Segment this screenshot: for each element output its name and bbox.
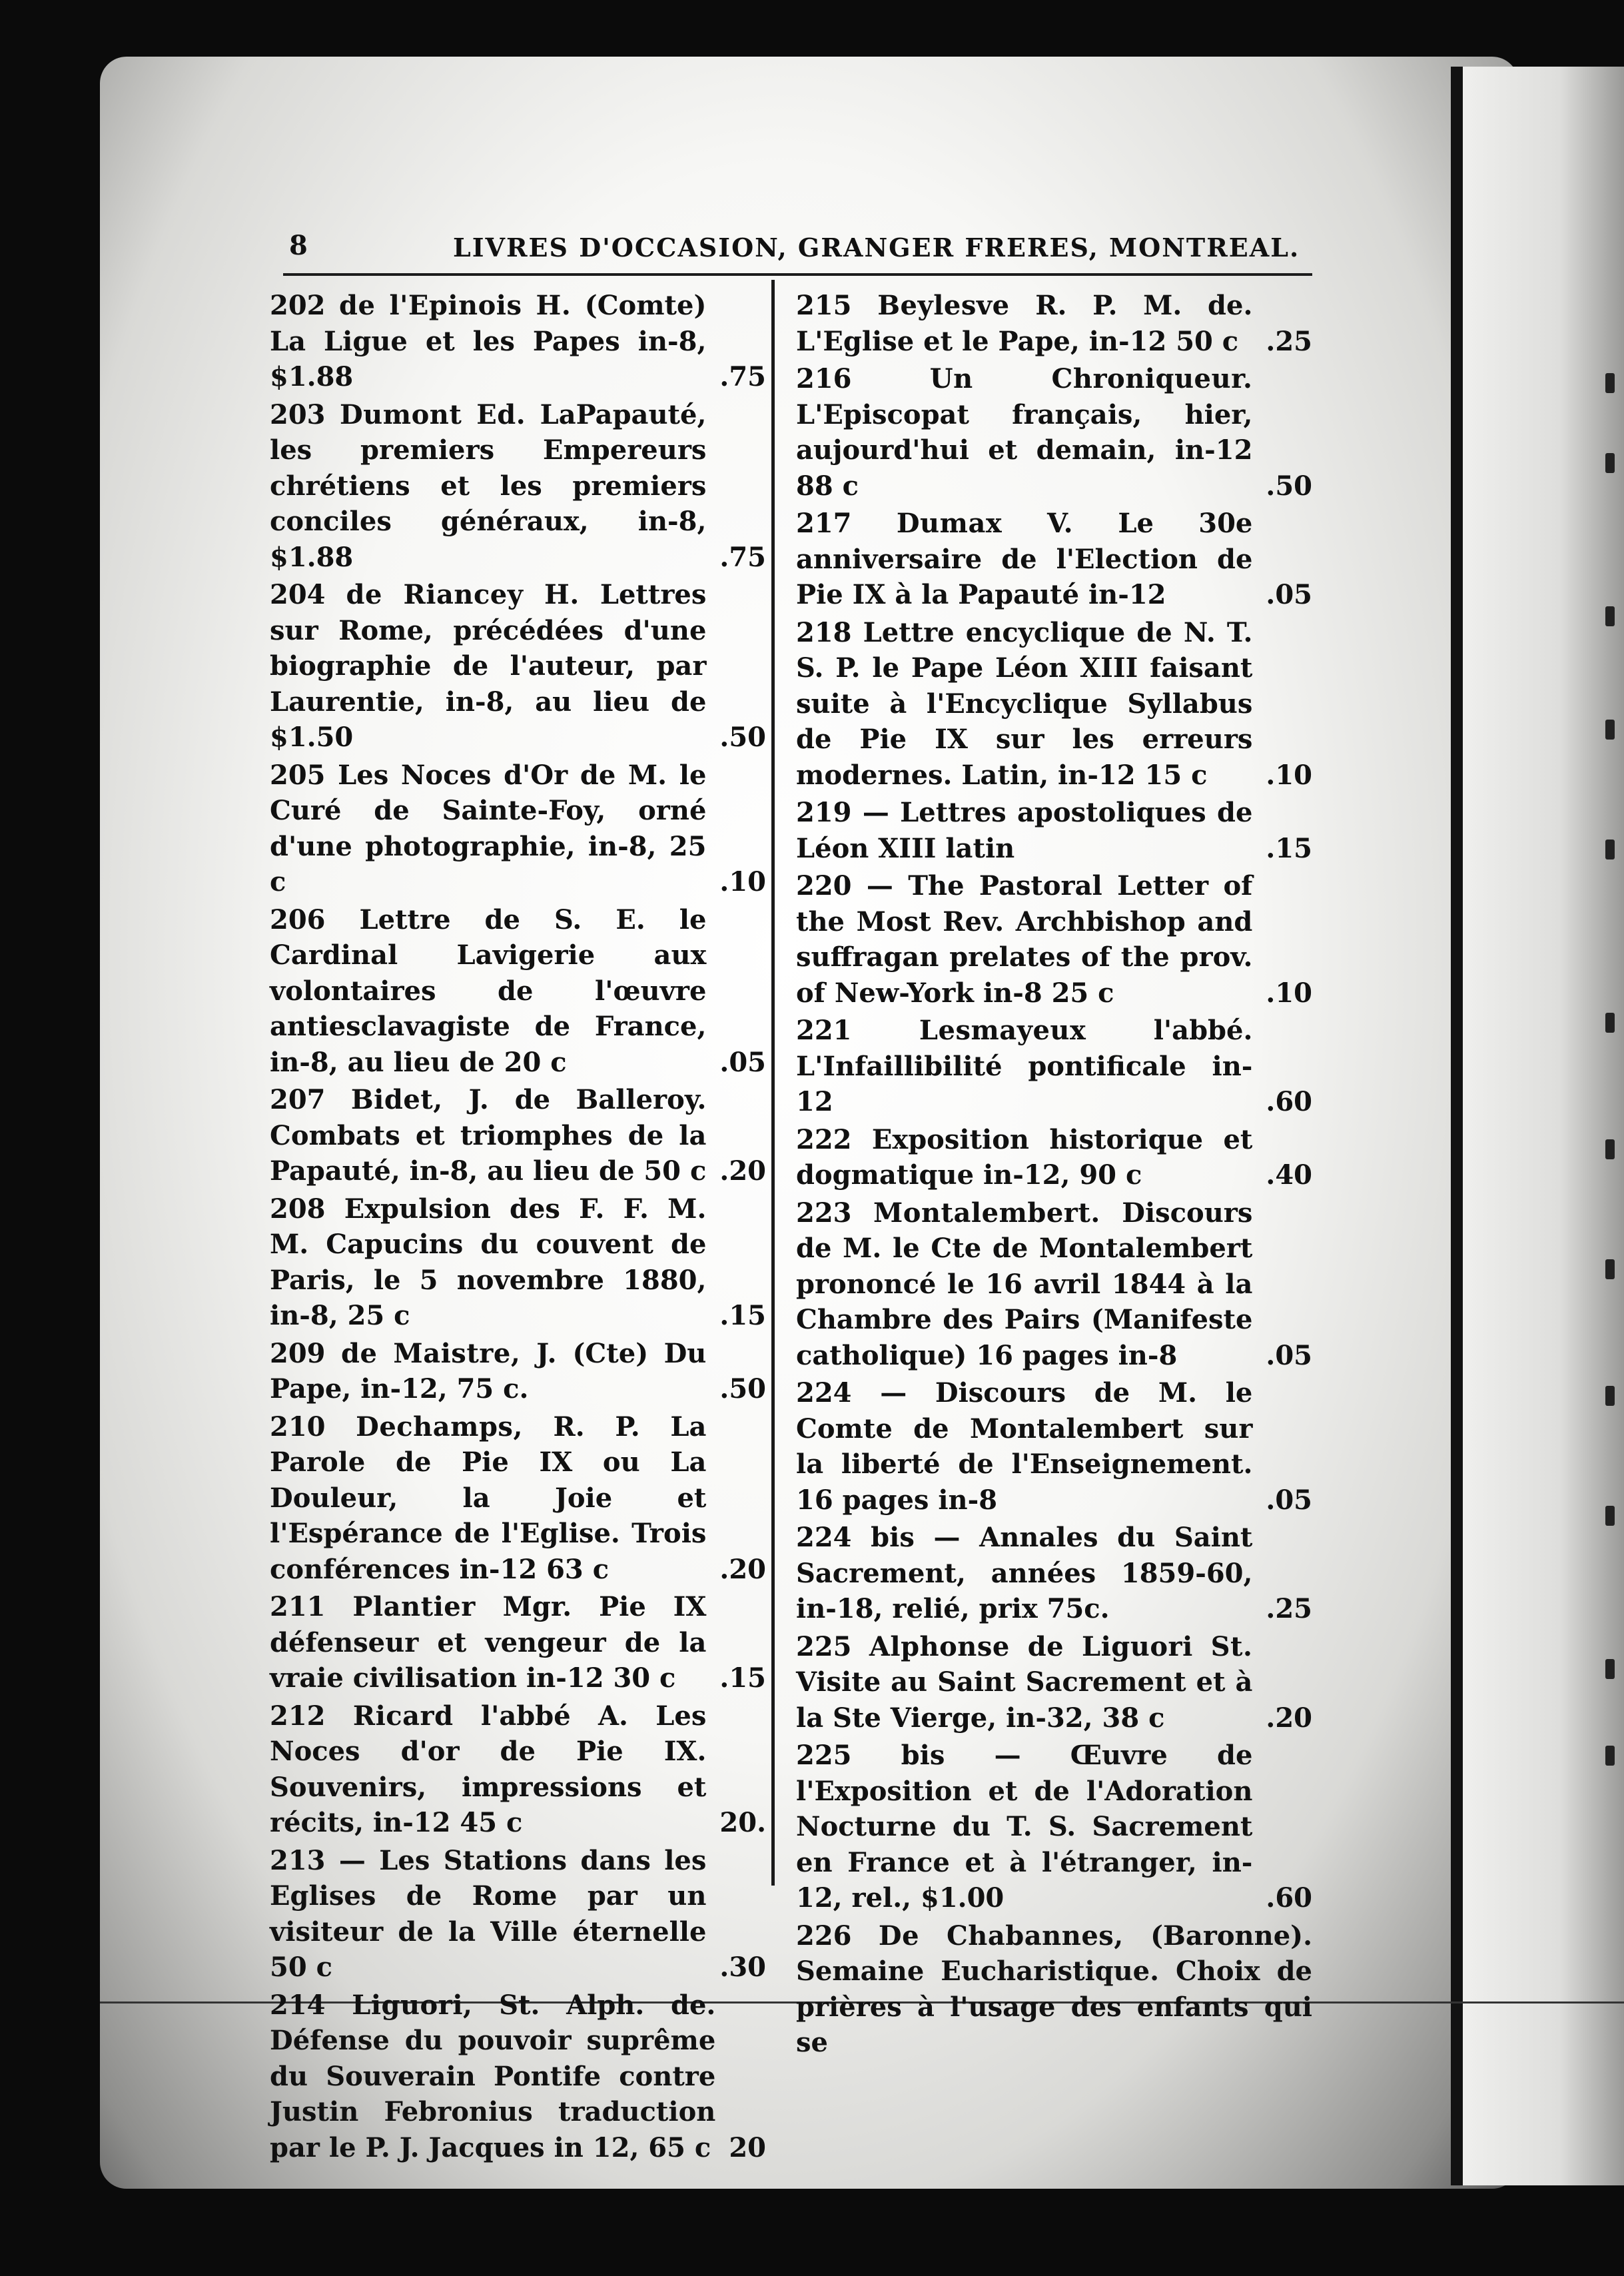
entry-price: .20 [719, 1155, 766, 1187]
entry-price: 20 [729, 2131, 766, 2163]
catalog-entry [796, 1629, 1312, 1736]
entry-text-block [796, 1195, 1252, 1374]
entry-text-block [796, 868, 1252, 1011]
entry-text-block [796, 1013, 1252, 1120]
entry-number: 224 [796, 1377, 852, 1409]
entry-description: — Discours de M. le Comte de Montalembert sur la liberté de l'Enseignement. 16 pages in-8 [796, 1377, 1253, 1516]
catalog-entry [270, 1988, 766, 2166]
entry-text-block [270, 1409, 706, 1588]
entry-price: .05 [719, 1046, 766, 1078]
entry-body [270, 902, 766, 1081]
entry-number: 225 bis [796, 1740, 945, 1771]
catalog-entry [270, 1191, 766, 1334]
entry-description: Mgr. Pie IX défenseur et vengeur de la vraie civilisation in-12 30 c [270, 1591, 707, 1694]
entry-description: LaPapauté, les premiers Empereurs chrétiens et les premiers conciles généraux, in-8, $1.88 [270, 398, 707, 573]
entry-price: .10 [1266, 759, 1312, 791]
entry-body [270, 577, 766, 756]
entry-description: Discours de M. le Cte de Montalembert prononcé le 16 avril 1844 à la Chambre des Pairs (Manifeste catholique) 16 pages in-8 [796, 1197, 1253, 1371]
entry-body [270, 758, 766, 900]
catalog-entry [796, 1918, 1312, 2061]
entry-description: Exposition historique et dogmatique in-12, 90 c [796, 1123, 1253, 1191]
entry-body [270, 1082, 766, 1189]
catalog-entry [796, 1122, 1312, 1193]
entry-number: 209 [270, 1337, 326, 1369]
entry-body [796, 1520, 1312, 1627]
entry-author: Dumont Ed. [339, 398, 526, 430]
entry-number: 221 [796, 1015, 852, 1046]
entry-description: Lettre encyclique de N. T. S. P. le Pape Léon XIII faisant suite à l'Encyclique Syllabus de Pie IX sur les erreurs modernes. Latin, in-12 15 c [796, 616, 1253, 791]
entry-text-block [270, 1191, 706, 1334]
catalog-entry [270, 1336, 766, 1407]
catalog-entry [796, 868, 1312, 1011]
entry-author: Plantier [352, 1591, 476, 1622]
catalog-entry [796, 1738, 1312, 1916]
entry-price: .30 [719, 1952, 766, 1983]
entry-price: .50 [719, 1373, 766, 1405]
entry-price: .75 [719, 361, 766, 392]
entry-body [270, 1336, 766, 1407]
entry-description: — The Pastoral Letter of the Most Rev. Archbishop and suffragan prelates of the prov. of New-York in-8 25 c [796, 870, 1253, 1009]
entry-number: 204 [270, 579, 326, 610]
entry-number: 223 [796, 1197, 852, 1229]
entry-description: de Balleroy. Combats et triomphes de la Papauté, in-8, au lieu de 50 c [270, 1084, 707, 1187]
catalog-entry [270, 577, 766, 756]
entry-body [270, 1843, 766, 1986]
entry-body [796, 1738, 1312, 1916]
entry-author: Dechamps, [356, 1411, 523, 1442]
entry-description: l'abbé. L'Infaillibilité pontificale in-12 [796, 1015, 1253, 1117]
entry-text-block [270, 1589, 706, 1696]
entry-body [796, 1918, 1312, 2061]
entry-body [270, 1191, 766, 1334]
entry-text-block [270, 1698, 706, 1841]
page-header [280, 230, 1319, 270]
entry-text-block [796, 615, 1252, 794]
entry-description: L'Episcopat français, hier, aujourd'hui et demain, in-12 88 c [796, 398, 1253, 502]
entry-body [270, 1988, 766, 2166]
entry-description: Visite au Saint Sacrement et à la Ste Vierge, in-32, 38 c [796, 1666, 1253, 1734]
entry-description: R. P. M. de. L'Eglise et le Pape, in-12 50 c [796, 290, 1253, 357]
entry-price: .60 [1266, 1882, 1312, 1914]
entry-number: 212 [270, 1700, 326, 1732]
entry-author: Ricard [352, 1700, 454, 1732]
entry-price: .20 [719, 1553, 766, 1585]
entry-text-block [270, 577, 706, 756]
entry-author: De Chabannes, [878, 1920, 1124, 1952]
entry-body [796, 868, 1312, 1011]
entry-price: 20. [719, 1807, 766, 1838]
entry-body [796, 1629, 1312, 1736]
catalog-entry [796, 1195, 1312, 1374]
entry-text-block [796, 506, 1252, 613]
entry-price: .05 [1266, 1339, 1312, 1371]
entry-body [270, 1409, 766, 1588]
entry-price: .25 [1266, 1593, 1312, 1624]
entry-number: 220 [796, 870, 852, 901]
entry-description: St. Alph. de. Défense du pouvoir suprême du Souverain Pontife contre Justin Febronius traduction par le P. J. Jacques in 12, 65 c [270, 1989, 716, 2163]
entry-body [796, 361, 1312, 504]
entry-body [270, 288, 766, 395]
entry-author: de Maistre, J. [341, 1337, 557, 1369]
column-divider [771, 280, 775, 1886]
entry-body [796, 1195, 1312, 1374]
catalog-entry [270, 1843, 766, 1986]
entry-number: 202 [270, 290, 326, 321]
entry-text-block [270, 1336, 706, 1407]
entry-price: .05 [1266, 1484, 1312, 1516]
entry-description: (Cte) Du Pape, in-12, 75 c. [270, 1337, 707, 1405]
catalog-entry [796, 795, 1312, 866]
entry-author: Dumax V. [896, 508, 1074, 539]
entry-number: 218 [796, 616, 852, 648]
entry-author: de Riancey H. [346, 579, 580, 610]
entry-number: 222 [796, 1123, 852, 1155]
entry-description: Expulsion des F. F. M. M. Capucins du couvent de Paris, le 5 novembre 1880, in-8, 25 c [270, 1193, 707, 1331]
entry-number: 213 [270, 1844, 326, 1876]
entry-description: l'abbé A. Les Noces d'or de Pie IX. Souvenirs, impressions et récits, in-12 45 c [270, 1700, 707, 1838]
catalog-entry [796, 288, 1312, 359]
entry-price: .40 [1266, 1159, 1312, 1191]
catalog-entry [796, 361, 1312, 504]
catalog-entry [796, 615, 1312, 794]
entry-author: Beylesve [877, 290, 1010, 321]
entry-text-block [796, 361, 1252, 504]
catalog-entry [270, 758, 766, 900]
entry-price: .75 [719, 541, 766, 573]
catalog-entry [270, 288, 766, 395]
entry-text-block [796, 1520, 1252, 1627]
catalog-entry [796, 1375, 1312, 1518]
entry-number: 224 bis [796, 1522, 915, 1553]
entry-number: 225 [796, 1630, 852, 1662]
entry-text-block [270, 1988, 715, 2166]
entry-price: .05 [1266, 579, 1312, 610]
entry-description: — Les Stations dans les Eglises de Rome par un visiteur de la Ville éternelle 50 c [270, 1844, 707, 1983]
entry-number: 207 [270, 1084, 326, 1115]
entry-author: Un Chroniqueur. [929, 363, 1253, 394]
entry-number: 215 [796, 290, 852, 321]
entry-description: Les Noces d'Or de M. le Curé de Sainte-Foy, orné d'une photographie, in-8, 25 c [270, 759, 707, 897]
entry-body [796, 506, 1312, 613]
entry-price: .10 [719, 866, 766, 897]
entry-body [796, 795, 1312, 866]
entry-author: de l'Epinois H. [339, 290, 572, 321]
entry-number: 226 [796, 1920, 852, 1952]
entry-description: — Œuvre de l'Exposition et de l'Adoration Nocturne du T. S. Sacrement en France et à l'étranger, in-12, rel., $1.00 [796, 1740, 1253, 1914]
catalog-entry [270, 1082, 766, 1189]
entry-text-block [270, 902, 706, 1081]
entry-body [270, 1698, 766, 1841]
entry-number: 203 [270, 398, 326, 430]
entry-price: .25 [1266, 325, 1312, 357]
entry-price: .15 [1266, 832, 1312, 864]
entry-price: .50 [719, 722, 766, 753]
catalog-entry [796, 1520, 1312, 1627]
entry-price: .10 [1266, 977, 1312, 1009]
page-number: 8 [289, 230, 308, 261]
entry-author: Bidet, J. [350, 1084, 490, 1115]
entry-description: — Lettres apostoliques de Léon XIII latin [796, 797, 1253, 864]
entry-number: 210 [270, 1411, 326, 1442]
entry-number: 216 [796, 363, 852, 394]
entry-number: 219 [796, 797, 852, 828]
entry-body [796, 288, 1312, 359]
catalog-entry [270, 1698, 766, 1841]
entry-author: Lesmayeux [919, 1015, 1086, 1046]
entry-description: Le 30e anniversaire de l'Election de Pie IX à la Papauté in-12 [796, 508, 1253, 610]
entry-description: Lettres sur Rome, précédées d'une biographie de l'auteur, par Laurentie, in-8, au lieu de $1.50 [270, 579, 707, 753]
entry-text-block [796, 288, 1252, 359]
entry-body [796, 1375, 1312, 1518]
entry-description: Lettre de S. E. le Cardinal Lavigerie aux volontaires de l'œuvre antiesclavagiste de France, in-8, au lieu de 20 c [270, 903, 707, 1078]
entry-price: .50 [1266, 470, 1312, 502]
entry-text-block [796, 1122, 1252, 1193]
entry-price: .15 [719, 1662, 766, 1694]
entry-number: 211 [270, 1591, 326, 1622]
entry-text-block [796, 795, 1252, 866]
entry-text-block [796, 1375, 1252, 1518]
left-column [270, 288, 766, 2163]
entry-description: R. P. La Parole de Pie IX ou La Douleur, la Joie et l'Espérance de l'Eglise. Trois conférences in-12 63 c [270, 1411, 707, 1585]
entry-price: .20 [1266, 1702, 1312, 1734]
header-rule [283, 273, 1312, 276]
catalog-entry [270, 1409, 766, 1588]
entry-body [796, 1013, 1312, 1120]
catalog-entry [796, 506, 1312, 613]
entry-number: 208 [270, 1193, 326, 1225]
entry-description: (Comte) La Ligue et les Papes in-8, $1.88 [270, 290, 707, 392]
entry-text-block [270, 397, 706, 576]
entry-number: 214 [270, 1989, 326, 2021]
entry-text-block [270, 288, 706, 395]
entry-body [796, 615, 1312, 794]
entry-text-block [270, 1843, 706, 1986]
entry-text-block [270, 1082, 706, 1189]
catalog-entry [270, 902, 766, 1081]
entry-text-block [796, 1738, 1252, 1916]
entry-text-block [270, 758, 706, 900]
entry-description: — Annales du Saint Sacrement, années 1859-60, in-18, relié, prix 75c. [796, 1522, 1253, 1624]
entry-description: (Baronne). Semaine Eucharistique. Choix de prières à l'usage des enfants qui se [796, 1920, 1312, 2058]
binding-fold-line [1451, 67, 1463, 2185]
entry-price: .60 [1266, 1086, 1312, 1117]
entry-text-block [796, 1918, 1312, 2061]
entry-number: 217 [796, 508, 852, 539]
catalog-entry [796, 1013, 1312, 1120]
page-title: LIVRES D'OCCASION, GRANGER FRERES, MONTREAL. [453, 233, 1300, 263]
catalog-entry [270, 397, 766, 576]
entry-body [270, 397, 766, 576]
entry-author: Montalembert. [873, 1197, 1100, 1229]
entry-body [270, 1589, 766, 1696]
entry-body [796, 1122, 1312, 1193]
entry-author: Alphonse de Liguori St. [869, 1630, 1253, 1662]
facing-page-text-fragments [1605, 373, 1624, 1772]
facing-page-edge [1463, 67, 1624, 2185]
entry-text-block [796, 1629, 1252, 1736]
entry-number: 205 [270, 759, 326, 791]
entry-author: Liguori, [352, 1989, 473, 2021]
entry-number: 206 [270, 903, 326, 935]
catalog-entry [270, 1589, 766, 1696]
right-column [796, 288, 1312, 2058]
entry-price: .15 [719, 1300, 766, 1331]
